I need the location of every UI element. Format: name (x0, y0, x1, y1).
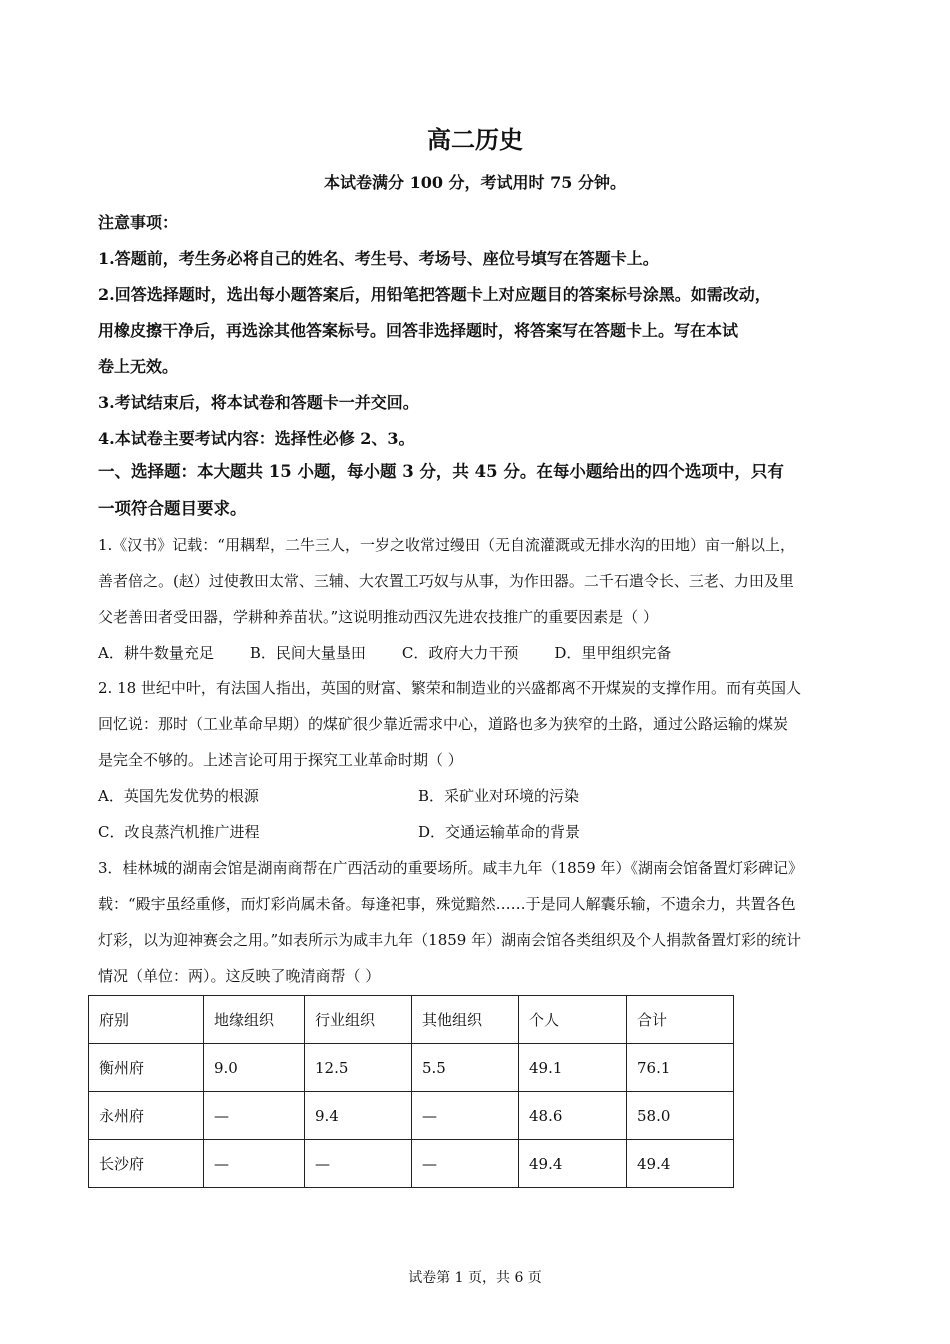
table-cell: 58.0 (627, 1092, 734, 1140)
notice-line: 1.答题前，考生务必将自己的姓名、考生号、考场号、座位号填写在答题卡上。 (98, 249, 659, 268)
table-cell: 48.6 (519, 1092, 627, 1140)
table-cell: 49.1 (519, 1044, 627, 1092)
question-text: 父老善田者受田器，学耕种养苗状。”这说明推动西汉先进农技推广的重要因素是（ ） (98, 608, 658, 626)
options-row (98, 635, 868, 671)
section-line: 一、选择题：本大题共 15 小题，每小题 3 分，共 45 分。在每小题给出的四个选项中，只有 (98, 462, 784, 481)
option-a: A．英国先发优势的根源 (98, 787, 259, 805)
table-cell: 衡州府 (89, 1044, 204, 1092)
table-header-row (89, 996, 734, 1044)
question-text: 2. 18 世纪中叶，有法国人指出，英国的财富、繁荣和制造业的兴盛都离不开煤炭的支撑作用。而有英国人 (98, 679, 801, 697)
page-footer: 试卷第 1 页，共 6 页 (408, 1270, 542, 1286)
table-row (89, 1092, 734, 1140)
option-c: C．政府大力干预 (401, 644, 519, 662)
question-3 (98, 850, 868, 994)
options-row (98, 814, 868, 850)
question-text: 是完全不够的。上述言论可用于探究工业革命时期（ ） (98, 751, 463, 769)
notice-block (98, 205, 858, 457)
options-row (98, 778, 868, 814)
header-cell: 其他组织 (412, 996, 519, 1044)
page-title: 高二历史 (427, 125, 523, 154)
table-cell: 76.1 (627, 1044, 734, 1092)
table-cell: 永州府 (89, 1092, 204, 1140)
table-cell: — (204, 1092, 305, 1140)
option-d: D．里甲组织完备 (554, 644, 672, 662)
header-cell: 合计 (627, 996, 734, 1044)
table-cell: — (204, 1140, 305, 1188)
question-2 (98, 670, 868, 850)
notice-line: 3.考试结束后，将本试卷和答题卡一并交回。 (98, 393, 419, 412)
section-line: 一项符合题目要求。 (98, 499, 247, 518)
table-cell: 49.4 (627, 1140, 734, 1188)
notice-line: 卷上无效。 (98, 357, 179, 376)
donation-table (88, 995, 734, 1188)
question-text: 善者倍之。(赵）过使教田太常、三辅、大农置工巧奴与从事，为作田器。二千石遣令长、三老、力田及里 (98, 572, 794, 590)
notice-line: 用橡皮擦干净后，再选涂其他答案标号。回答非选择题时，将答案写在答题卡上。写在本试 (98, 321, 739, 340)
header-cell: 行业组织 (305, 996, 412, 1044)
header-cell: 府别 (89, 996, 204, 1044)
question-text: 灯彩，以为迎神赛会之用。”如表所示为咸丰九年（1859 年）湖南会馆各类组织及个人捐款备置灯彩的统计 (98, 931, 802, 949)
section-heading (98, 453, 858, 527)
option-c: C．改良蒸汽机推广进程 (98, 823, 260, 841)
question-text: 回忆说：那时（工业革命早期）的煤矿很少靠近需求中心，道路也多为狭窄的土路，通过公路运输的煤炭 (98, 715, 789, 733)
notice-line: 4.本试卷主要考试内容：选择性必修 2、3。 (98, 429, 415, 448)
question-text: 1.《汉书》记载：“用耦犁，二牛三人，一岁之收常过缦田（无自流灌溉或无排水沟的田地）亩一斛以上， (98, 536, 795, 554)
notice-line: 2.回答选择题时，选出每小题答案后，用铅笔把答题卡上对应题目的答案标号涂黑。如需改动， (98, 285, 771, 304)
question-text: 情况（单位：两）。这反映了晚清商帮（ ） (98, 967, 381, 985)
table-row (89, 1140, 734, 1188)
table-cell: 49.4 (519, 1140, 627, 1188)
option-a: A．耕牛数量充足 (98, 644, 214, 662)
table-cell: — (305, 1140, 412, 1188)
notice-heading: 注意事项： (98, 213, 179, 232)
table-cell: 长沙府 (89, 1140, 204, 1188)
exam-info: 本试卷满分 100 分，考试用时 75 分钟。 (324, 173, 626, 192)
table-cell: 12.5 (305, 1044, 412, 1092)
option-d: D．交通运输革命的背景 (418, 823, 581, 841)
option-b: B．采矿业对环境的污染 (418, 787, 580, 805)
header-cell: 地缘组织 (204, 996, 305, 1044)
option-b: B．民间大量垦田 (249, 644, 366, 662)
table-cell: 9.4 (305, 1092, 412, 1140)
question-text: 3．桂林城的湖南会馆是湖南商帮在广西活动的重要场所。咸丰九年（1859 年）《湖南会馆备置灯彩碑记》 (98, 859, 803, 877)
table-cell: — (412, 1092, 519, 1140)
table-cell: — (412, 1140, 519, 1188)
table-row (89, 1044, 734, 1092)
question-1 (98, 527, 868, 671)
table-cell: 5.5 (412, 1044, 519, 1092)
table-cell: 9.0 (204, 1044, 305, 1092)
question-text: 载：“殿宇虽经重修，而灯彩尚属未备。每逢祀事，殊觉黯然……于是同人解囊乐输，不遗余力，共置各色 (98, 895, 796, 913)
header-cell: 个人 (519, 996, 627, 1044)
